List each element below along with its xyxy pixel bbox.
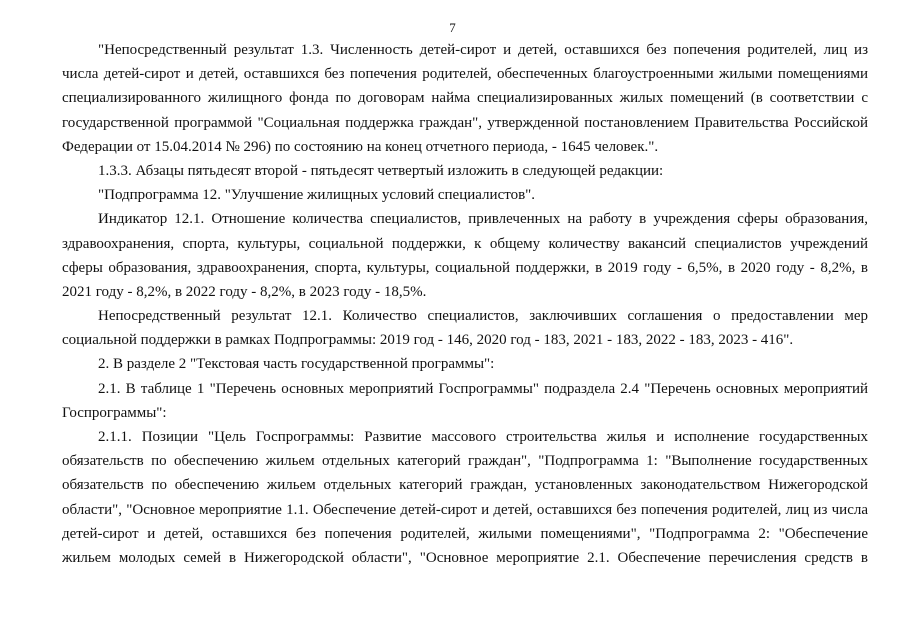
text-line: "Подпрограмма 12. "Улучшение жилищных условий специалистов". <box>98 187 536 204</box>
text-line: Индикатор 12.1. Отношение количества специалистов, привлеченных на работу в учреждения сферы образования, <box>98 211 868 228</box>
text-line: 2021 году - 8,2%, в 2022 году - 8,2%, в 2023 году - 18,5%. <box>62 283 427 300</box>
text-line: Непосредственный результат 12.1. Количество специалистов, заключивших соглашения о предоставлении мер <box>98 308 868 325</box>
text-line: области", "Основное мероприятие 1.1. Обеспечение детей-сирот и детей, оставшихся без попечения родителей, лиц из числа <box>62 501 868 518</box>
text-line: специализированного жилищного фонда по договорам найма специализированных жилых помещений (в соответствии с <box>62 90 868 107</box>
text-line: детей-сирот и детей, оставшихся без попечения родителей, жилыми помещениями", "Подпрограмма 2: "Обеспечение <box>62 525 868 542</box>
text-line: социальной поддержки в рамках Подпрограммы: 2019 год - 146, 2020 год - 183, 2021 - 183, 2022 - 183, 2023 - 416". <box>62 332 794 349</box>
text-line: сферы образования, здравоохранения, спорта, культуры, социальной поддержки, в 2019 году - 6,5%, в 2020 году - 8,2%, в <box>62 259 868 276</box>
text-line: Госпрограммы": <box>62 404 167 421</box>
page-number: 7 <box>449 20 456 35</box>
text-line: обязательств по обеспечению жильем отдельных категорий граждан", "Подпрограмма 1: "Выполнение государственных <box>62 453 868 470</box>
document-body <box>62 38 868 570</box>
text-line: 2.1. В таблице 1 "Перечень основных мероприятий Госпрограммы" подраздела 2.4 "Перечень основных мероприятий <box>98 380 868 397</box>
text-line: числа детей-сирот и детей, оставшихся без попечения родителей, обеспеченных благоустроенными жилыми помещениями <box>62 66 868 83</box>
text-line: 1.3.3. Абзацы пятьдесят второй - пятьдесят четвертый изложить в следующей редакции: <box>98 162 664 179</box>
text-line: обязательств по обеспечению жильем отдельных категорий граждан, установленных законодательством Нижегородской <box>62 477 868 494</box>
text-line: Федерации от 15.04.2014 № 296) по состоянию на конец отчетного периода, - 1645 человек.". <box>62 138 659 155</box>
text-line: 2.1.1. Позиции "Цель Госпрограммы: Развитие массового строительства жилья и исполнение государственных <box>98 429 868 445</box>
text-line: "Непосредственный результат 1.3. Численность детей-сирот и детей, оставшихся без попечения родителей, лиц из <box>98 42 868 58</box>
text-line: государственной программой "Социальная поддержка граждан", утвержденной постановлением Правительства Российской <box>62 114 868 131</box>
text-line: 2. В разделе 2 "Текстовая часть государственной программы": <box>98 356 495 373</box>
text-line: здравоохранения, спорта, культуры, социальной поддержки, к общему количеству вакансий специалистов учреждений <box>62 235 868 252</box>
text-line: жильем молодых семей в Нижегородской области", "Основное мероприятие 2.1. Обеспечение перечисления средств в <box>62 549 868 566</box>
